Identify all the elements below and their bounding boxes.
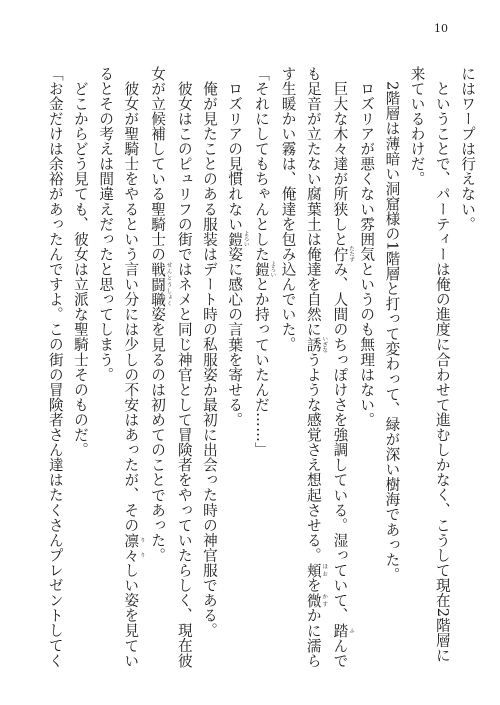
- furigana: 微 かす: [304, 592, 328, 608]
- text-line: も足音が立たない腐葉土は俺達を自然に誘 いざなうような感覚さえ想起させる。頬 ほおを微 かすかに濡ら: [304, 66, 328, 669]
- text-line: 女が立候補している聖騎士の戦闘職 せんとうしょく姿を見るのは初めてのことであった。: [149, 66, 172, 563]
- text-line: ロズリアが悪くない雰囲気というのも無理はない。: [358, 66, 376, 428]
- furigana: 踏 ふ: [331, 622, 354, 638]
- text-line: どこからどう見ても、彼女は立派な聖騎士そのものだ。: [71, 66, 89, 458]
- furigana: 誘 いざな: [304, 336, 328, 353]
- furigana: 鎧 よろい: [252, 260, 276, 278]
- vertical-text-body: [18, 66, 480, 684]
- furigana: 戦闘職 せんとうしょく: [149, 261, 172, 307]
- furigana: 頬 ほお: [304, 562, 328, 578]
- furigana: 佇 たたず: [331, 245, 354, 263]
- text-line: す生暖かい霧は、俺達を包み込んでいた。: [279, 66, 297, 352]
- text-line: 彼女が聖騎士をやるという言い分には少しの不安はあったが、その凛々 りりしい姿を見てい: [122, 66, 145, 669]
- page-number: 10: [434, 22, 448, 35]
- furigana: 凛々 りり: [122, 532, 145, 563]
- text-line: 俺が見たことのある服装はデート時の私服姿か最初に出会った時の神官服である。: [200, 66, 218, 638]
- text-line: るとその考えは間違えだったと思ってしまう。: [97, 66, 115, 383]
- text-line: 「それにしてもちゃんとした鎧 よろいとか持っていたんだ……」: [252, 66, 276, 458]
- text-line: にはワープは行えない。: [459, 66, 476, 232]
- text-line: 「お金だけは余裕があったんですよ。この街の冒険者さん達はたくさんプレゼントしてく: [46, 66, 64, 668]
- text-line: 彼女はこのピュリフの街ではネメと同じ神官として冒険者をやっていたらしく、現在彼: [175, 66, 193, 668]
- text-line: ということで、パーティーは俺の進度に合わせて進むしかなく、こうして現在2階層に: [433, 66, 451, 663]
- text-line: 2階層は薄暗い洞窟様の1階層と打って変わって、緑が深い樹海であった。: [383, 66, 401, 583]
- text-line: 巨大な木々達が所狭しと佇 たたずみ、人間のちっぽけさを強調している。湿っていて、踏 ふんで: [331, 66, 354, 669]
- text-line: ロズリアの見慣れない鎧 よろい姿に感心の言葉を寄せる。: [226, 66, 249, 428]
- furigana: 鎧 よろい: [226, 230, 249, 248]
- text-line: 来ているわけだ。: [408, 66, 426, 187]
